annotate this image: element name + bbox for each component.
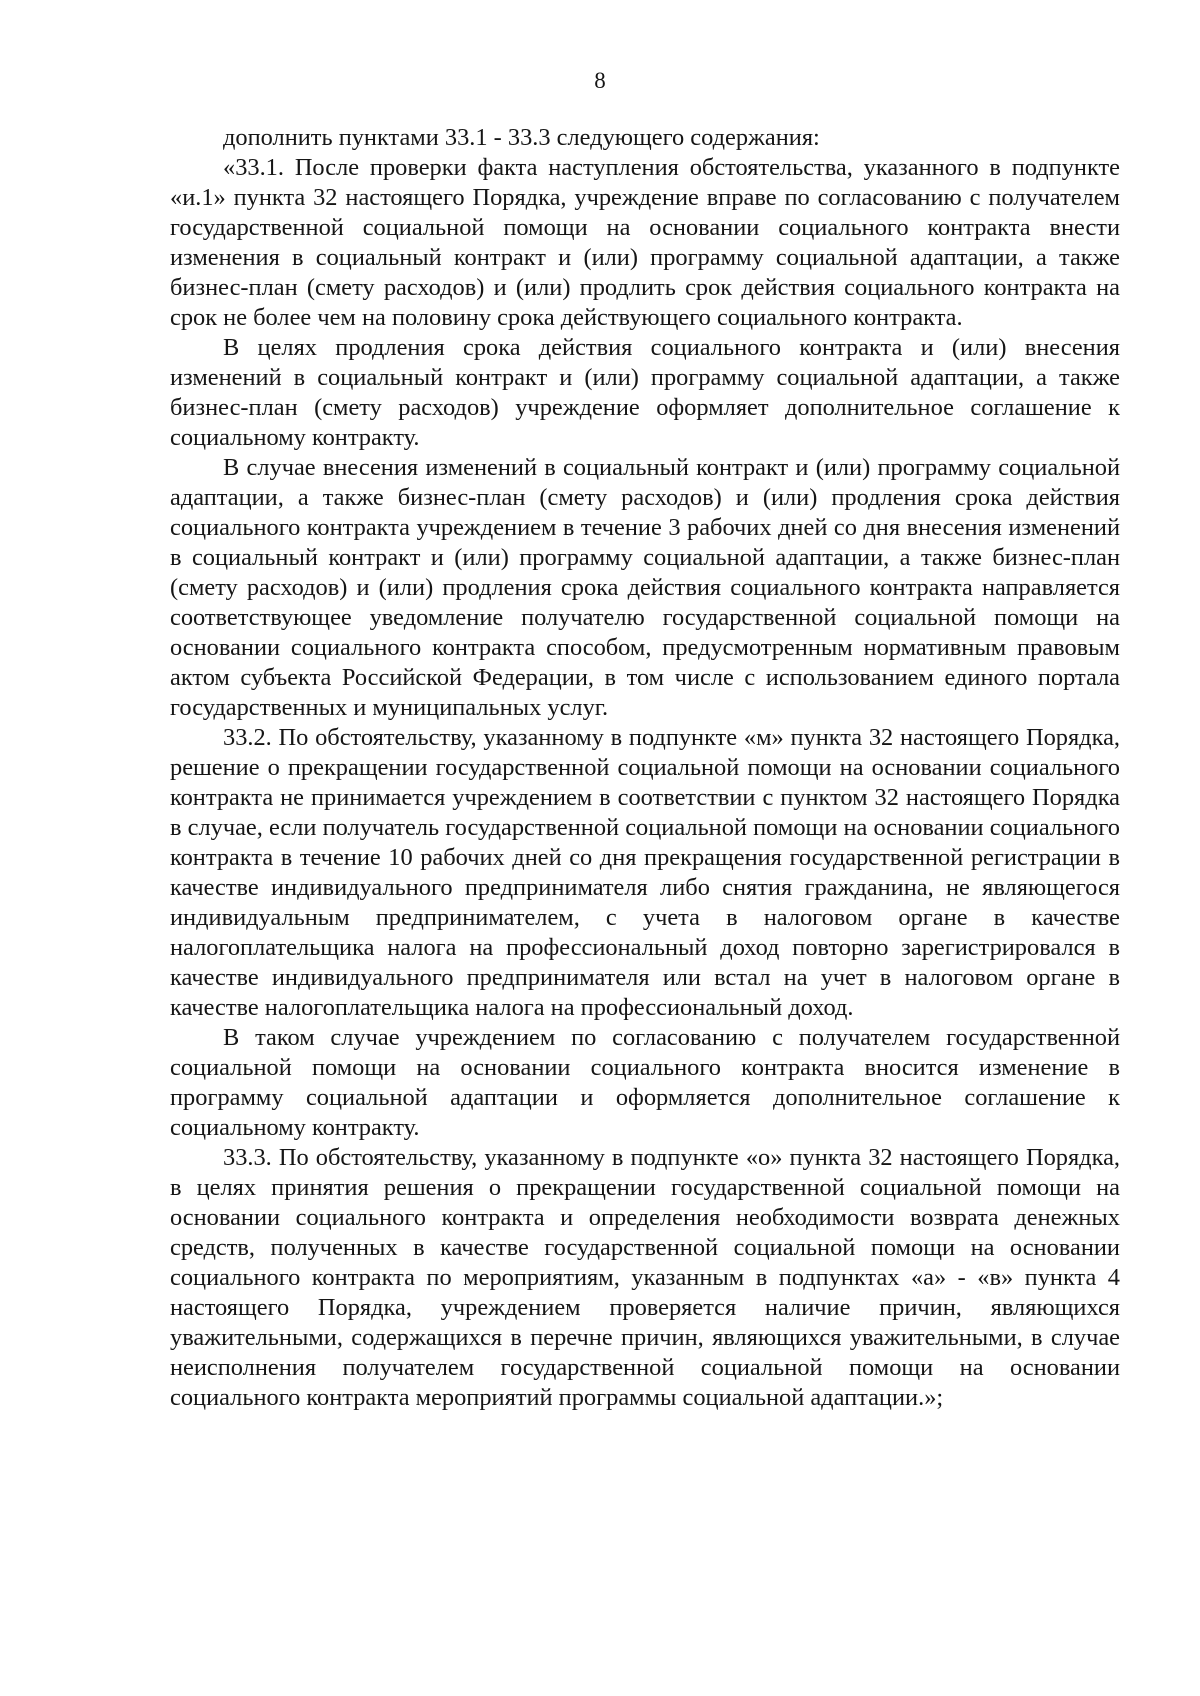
paragraph-33-3: 33.3. По обстоятельству, указанному в подпункте «о» пункта 32 настоящего Порядка, в целях принятия решения о прекращении государственной социальной помощи на основании социального контракта и определения необходимости возврата денежных средств, полученных в качестве государственной социальной помощи на основании социального контракта по мероприятиям, указанным в подпунктах «а» - «в» пункта 4 настоящего Порядка, учреждением проверяется наличие причин, являющихся уважительными, содержащихся в перечне причин, являющихся уважительными, в случае неисполнения получателем государственной социальной помощи на основании социального контракта мероприятий программы социальной адаптации.»;: [170, 1144, 1120, 1411]
paragraph-33-2-amendment: В таком случае учреждением по согласованию с получателем государственной социальной помощи на основании социального контракта вносится изменение в программу социальной адаптации и оформляется дополнительное соглашение к социальному контракту.: [170, 1024, 1120, 1141]
paragraph-33-1-extension: В целях продления срока действия социального контракта и (или) внесения изменений в социальный контракт и (или) программу социальной адаптации, а также бизнес-план (смету расходов) учреждение оформляет дополнительное соглашение к социальному контракту.: [170, 334, 1120, 451]
paragraph-33-1-notification: В случае внесения изменений в социальный контракт и (или) программу социальной адаптации, а также бизнес-план (смету расходов) и (или) продления срока действия социального контракта учреждением в течение 3 рабочих дней со дня внесения изменений в социальный контракт и (или) программу социальной адаптации, а также бизнес-план (смету расходов) и (или) продления срока действия социального контракта направляется соответствующее уведомление получателю государственной социальной помощи на основании социального контракта способом, предусмотренным нормативным правовым актом субъекта Российской Федерации, в том числе с использованием единого портала государственных и муниципальных услуг.: [170, 454, 1120, 721]
page-number: 8: [594, 68, 606, 93]
paragraph-intro: дополнить пунктами 33.1 - 33.3 следующего содержания:: [223, 124, 820, 151]
document-body: [170, 123, 1120, 1413]
paragraph-33-2: 33.2. По обстоятельству, указанному в подпункте «м» пункта 32 настоящего Порядка, решение о прекращении государственной социальной помощи на основании социального контракта не принимается учреждением в соответствии с пунктом 32 настоящего Порядка в случае, если получатель государственной социальной помощи на основании социального контракта в течение 10 рабочих дней со дня прекращения государственной регистрации в качестве индивидуального предпринимателя либо снятия гражданина, не являющегося индивидуальным предпринимателем, с учета в налоговом органе в качестве налогоплательщика налога на профессиональный доход повторно зарегистрировался в качестве индивидуального предпринимателя или встал на учет в налоговом органе в качестве налогоплательщика налога на профессиональный доход.: [170, 724, 1120, 1021]
paragraph-33-1: «33.1. После проверки факта наступления обстоятельства, указанного в подпункте «и.1» пункта 32 настоящего Порядка, учреждение вправе по согласованию с получателем государственной социальной помощи на основании социального контракта внести изменения в социальный контракт и (или) программу социальной адаптации, а также бизнес-план (смету расходов) и (или) продлить срок действия социального контракта на срок не более чем на половину срока действующего социального контракта.: [170, 154, 1120, 331]
